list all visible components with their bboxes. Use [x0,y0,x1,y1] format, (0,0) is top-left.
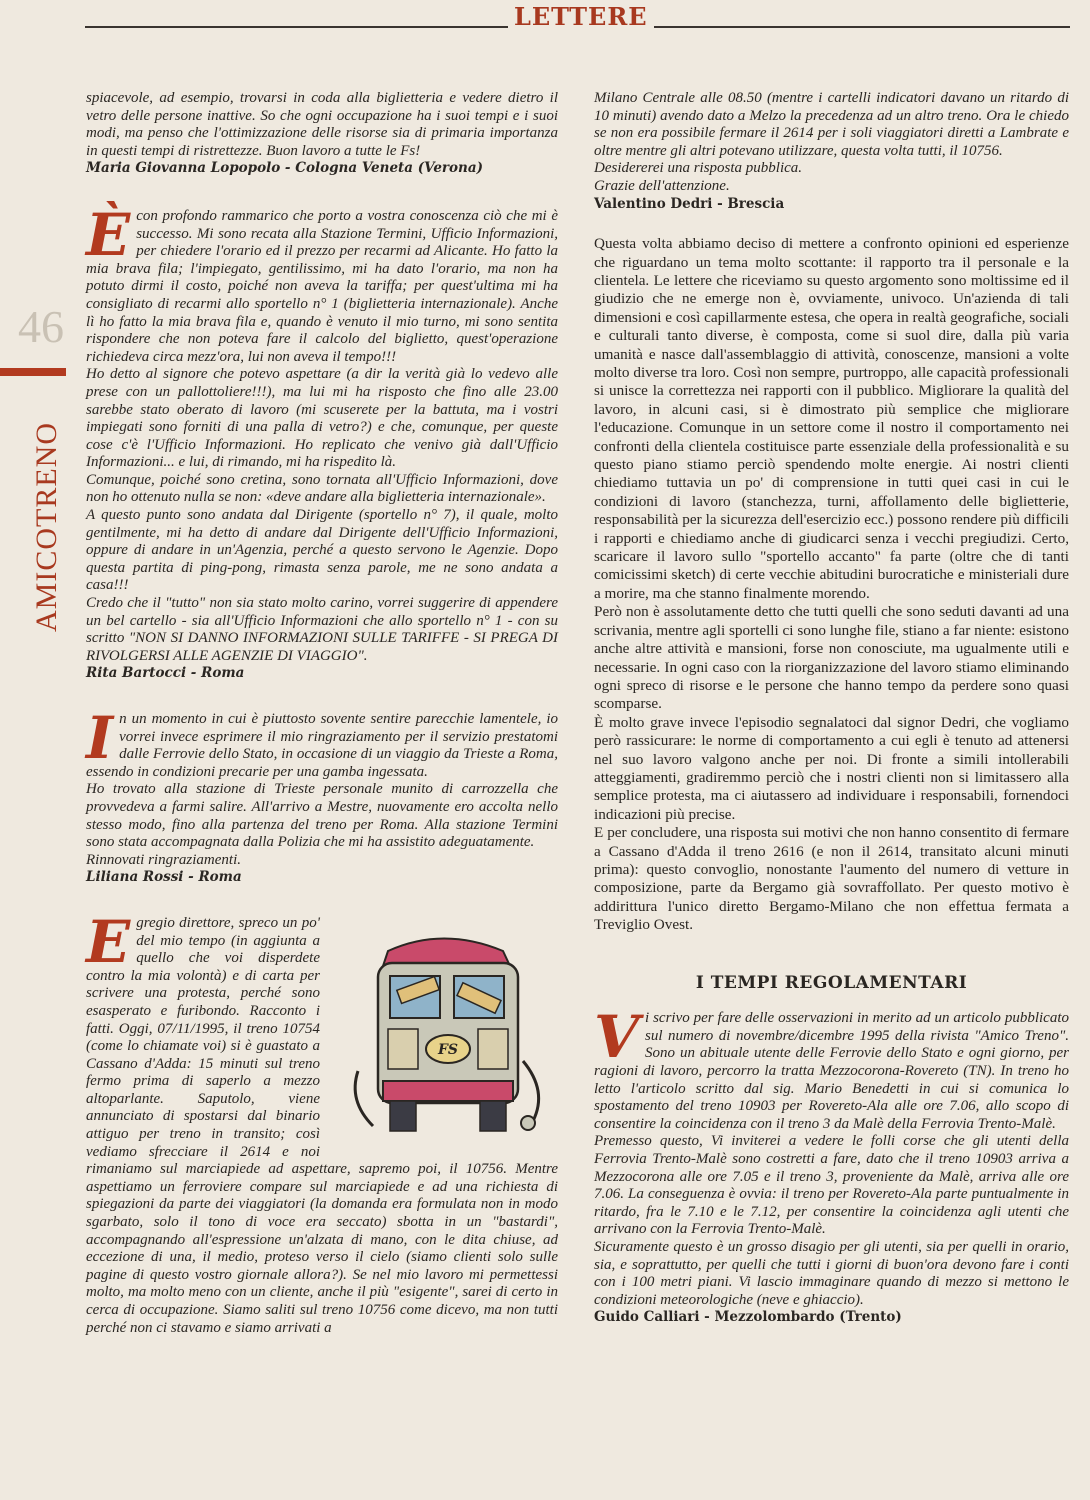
letter-rossi [86,704,558,887]
right-column [594,90,1069,1327]
magazine-label [30,392,63,632]
letter-signature: Liliana Rossi - Roma [86,869,242,886]
letter-paragraph: Ho trovato alla stazione di Trieste personale munito di carrozzella che provvedeva a farmi salire. All'arrivo a Mestre, nuovamente ero accolta nello stesso modo, fino alla partenza del treno per Roma. Alla stazione Termini sono stata accompagnata dalla Polizia che mi ha assistito adeguatamente. [86,781,558,851]
letter-text: spiacevole, ad esempio, trovarsi in coda alla biglietteria e vedere dietro il vetro delle persone inattive. So che ogni occupazione ha i suoi tempi e i suoi modi, ma penso che l'ottimizzazione delle risorse sia di primaria importanza in questi tempi di ristrettezze. Buon lavoro a tutte le Fs! [86,90,558,159]
letter-text: gregio direttore, spreco un po' del mio tempo (in aggiunta a quello che voi disperdete contro la mia volontà) e di carta per scrivere una protesta, perché sono esasperato e furibondo. Racconto i fatti. Oggi, 07/11/1995, il treno 10754 (come lo chiamate voi) si è guastato a Cassano d'Adda: 15 minuti sul treno fermo prima di saperlo a mezzo altoparlante. Saputolo, viene annunciato di spostarsi dal binario attiguo per treno in transito; così vediamo sfrecciare il 2614 e noi rimaniamo sul marciapiede ad aspettare, sapremo poi, il 10756. Mentre aspettiamo un ferroviere compare sul marciapiede e ad una richiesta di spiegazioni da parte dei viaggiatori (la domanda era formulata non in modo sgarbato, solo il tono di voce era seccato) sbotta in un "bastardi", accompagnando all'espressione un'alzata di mano, con le dita chiuse, ad eccezione di una, il medio, proteso verso il cielo (siamo clienti solo sulle pagine di questo vostro giornale allora?). Se nel mio lavoro mi permettessi molto, ma molto meno con un cliente, anche il più "esigente", sarei di certo in cerca di occupazione. Siamo saliti sul treno 10756 come dicevo, ma non tutti perché non ci stavamo e siamo arrivati a [86,914,558,1336]
section-header: LETTERE [508,2,654,31]
drop-cap: E [86,907,131,976]
editorial-reply [594,235,1069,934]
letter-bartocci [86,200,558,683]
letter-paragraph: Comunque, poiché sono cretina, sono tornata all'Ufficio Informazioni, dove non ho ottenuto nulla se non: «deve andare alla biglietteria internazionale». [86,471,558,506]
letter-lopopolo [86,90,558,178]
bandaged-train-drawing [328,921,558,1146]
reply-paragraph: Però non è assolutamente detto che tutti quelli che sono seduti davanti ad una scrivania, mentre agli sportelli ci sono lunghe file, stiano a far niente: esistono anche altre attività e mansioni, forse non conosciute, ma ugualmente utili e necessarie. In ogni caso con la riorganizzazione del lavoro stiamo eliminando ogni spreco di risorse e le persone che hanno tempo da perdere sono quasi scomparse. [594,603,1069,713]
page-number: 46 [18,301,64,352]
magazine-name: AMICOTRENO [30,422,63,632]
letter-signature: Rita Bartocci - Roma [86,665,245,682]
letter-paragraph: Ho detto al signore che potevo aspettare (a dir la verità già lo vedevo alle prese con un pallottoliere!!!), ma lui mi ha risposto che fino alle 23.00 sarebbe stato oberato di lavoro (mi scuserete per la battuta, ma i vostri impiegati sono forniti di una palla di vetro?) e che, comunque, per queste cose c'è l'Ufficio Informazioni. Ho replicato che venivo già dall'Ufficio Informazioni... e lui, di rimando, mi ha rispedito là. [86,366,558,471]
letter-body [594,1003,1069,1309]
letter-calliari [594,972,1069,1327]
letter-text: Milano Centrale alle 08.50 (mentre i cartelli indicatori davano un ritardo di 10 minuti) avendo dato a Melzo la precedenza ad un altro treno. Ora le chiedo se non era possibile fermare il 2614 per i soli viaggiatori diretti a Lambrate e oltre mentre gli altri potevano utilizzare, questa volta tutti, il 10756. [594,90,1069,159]
letter-signature: Guido Calliari - Mezzolombardo (Trento) [594,1309,902,1326]
letter-dedri [86,907,558,1337]
letter-paragraph: con profondo rammarico che porto a vostra conoscenza ciò che mi è successo. Mi sono recata alla Stazione Termini, Ufficio Informazioni, per chiedere l'orario ed il prezzo per recarmi ad Alicante. Ho fatto la mia brava fila; l'impiegato, gentilissimo, mi ha dato l'orario, ma non ha potuto dirmi il costo, poiché non aveva la tariffa; per quest'ultima mi ha consigliato di recarmi allo sportello n° 1 (biglietteria internazionale). Anche lì ho fatto la mia brava fila e, quando è venuto il mio turno, mi sono sentita rispondere che non poteva fare il calcolo del biglietto, quest'operazione richiedeva circa mezz'ora, lui non aveva il tempo!!! [86,207,558,365]
section-title: I TEMPI REGOLAMENTARI [695,972,968,993]
sidebar-accent-bar [0,368,66,376]
drop-cap: È [86,200,131,269]
letter-paragraph: Credo che il "tutto" non sia stato molto carino, vorrei suggerire di appendere un bel cartello - sia all'Ufficio Informazioni che allo sportello n° 1 - con su scritto "NON SI DANNO INFORMAZIONI SULLE TARIFFE - SI PREGA DI RIVOLGERSI ALLE AGENZIE DI VIAGGIO". [86,595,558,664]
letter-paragraph: n un momento in cui è piuttosto sovente sentire parecchie lamentele, io vorrei invece esprimere il mio ringraziamento per il servizio prestatomi dalle Ferrovie dello Stato, in occasione di un viaggio da Trieste a Roma, essendo in condizioni precarie per una gamba ingessata. [86,711,558,780]
reply-paragraph: Questa volta abbiamo deciso di mettere a confronto opinioni ed esperienze che riguardano un tema molto scottante: il rapporto tra il personale e la clientela. Le lettere che riceviamo su questo argomento sono moltissime ed il giudizio che ne emerge non è, ovviamente, univoco. Un'azienda di tali dimensioni e così capillarmente estesa, che opera in realtà geografiche, sociali e culturali tanto diverse, è composta, come si suol dire, dalla più varia umanità e nasce dall'assemblaggio di attività, conoscenze, mansioni a volte molto diverse tra loro. Così non sempre, purtroppo, alle capacità professionali si unisce la correttezza nei rapporti con il pubblico. Migliorare la qualità del lavoro, in alcuni casi, si è dimostrato più semplice che migliorare l'educazione. Comunque in un settore come il nostro il comportamento nei confronti della clientela costituisce parte essenziale della professionalità e su questo piano stiamo perciò spendendo molte energie. Ai nostri clienti chiediamo tuttavia un po' di comprensione in tutti quei casi in cui le condizioni di lavoro (stanchezza, turni, affollamento delle biglietterie, responsabilità per la sicurezza dell'esercizio ecc.) possono rendere più difficili i rapporti e chiediamo anche di giudicarci senza i vecchi pregiudizi. Certo, scaricare il lavoro sullo "sportello accanto" fa parte (oltre che di tanti comicissimi sketch) di certe vecchie abitudini burocratiche e ministeriali dure a morire, ma che stanno finalmente morendo. [594,235,1069,602]
letter-paragraph: A questo punto sono andata dal Dirigente (sportello n° 7), il quale, molto gentilmente, mi ha detto di andare dal Dirigente dell'Ufficio Informazioni, oppure di andare in un'Agenzia, perché a questo servono le Agenzie. Dopo questa partita di ping-pong, rimasta senza parole, me ne sono andata a casa!!! [86,507,558,594]
letter-signature: Valentino Dedri - Brescia [594,195,785,212]
letter-dedri-continued [594,90,1069,213]
letter-paragraph: i scrivo per fare delle osservazioni in merito ad un articolo pubblicato sul numero di novembre/dicembre 1995 della rivista "Amico Treno". Sono un abituale utente delle Ferrovie dello Stato e ogni giorno, per ragioni di lavoro, percorro la tratta Mezzocorona-Rovereto (TN). In treno ho letto l'articolo scritto dal sig. Mario Benedetti in cui si comunica lo spostamento del treno 10903 per Rovereto-Ala alle ore 7.06, allo scopo di consentire la coincidenza con il treno 3 da Malè della Ferrovia Trento-Malè. [594,1010,1069,1132]
letter-paragraph: Premesso questo, Vi inviterei a vedere le folli corse che gli utenti della Ferrovia Trento-Malè sono costretti a fare, dato che il treno 10903 arriva a Mezzocorona alle ore 7.05 e il treno 3, proveniente da Malè, arriva alle ore 7.06. La conseguenza è ovvia: il treno per Rovereto-Ala parte puntualmente in ritardo, fra le 7.10 e le 7.12, per consentire la coincidenza agli utenti che arrivano con la Ferrovia Trento-Malè. [594,1133,1069,1238]
fs-emblem: FS [437,1041,459,1058]
train-illustration [328,921,558,1146]
reply-paragraph: È molto grave invece l'episodio segnalatoci dal signor Dedri, che vogliamo però rassicurare: le norme di comportamento a cui egli è tenuto ad attenersi nel suo lavoro valgono anche per noi. Di fronte a simili intollerabili atteggiamenti, gradiremmo perciò che i nostri clienti non si limitassero alla semplice protesta, ma ci aiutassero ad individuare i responsabili, fornendoci indicazioni più precise. [594,713,1069,823]
reply-paragraph: E per concludere, una risposta sui motivi che non hanno consentito di fermare a Cassano d'Adda il treno 2616 (e non il 2614, transitato alcuni minuti prima): questo convoglio, nonostante l'aumento del numero di vetture in composizione, parte da Bergamo già sovraffollato. Per questo motivo è addirittura l'unico diretto Bergamo-Milano che non effettua fermata a Treviglio Ovest. [594,824,1069,934]
letter-signature: Maria Giovanna Lopopolo - Cologna Veneta (Verona) [86,160,484,177]
letter-closing: Grazie dell'attenzione. [594,177,730,194]
drop-cap: I [86,704,114,772]
letter-closing: Desidererei una risposta pubblica. [594,160,803,177]
letter-paragraph: Rinnovati ringraziamenti. [86,851,241,868]
letter-paragraph: Sicuramente questo è un grosso disagio per gli utenti, sia per quelli in orario, sia, e soprattutto, per quelli che tutti i giorni di buon'ora devono fare i conti con i 100 metri piani. Vi lascio immaginare quando di mezzo si mettono le condizioni meteorologiche (neve e ghiaccio). [594,1238,1069,1308]
left-column [86,90,558,1337]
drop-cap: V [594,1003,640,1072]
